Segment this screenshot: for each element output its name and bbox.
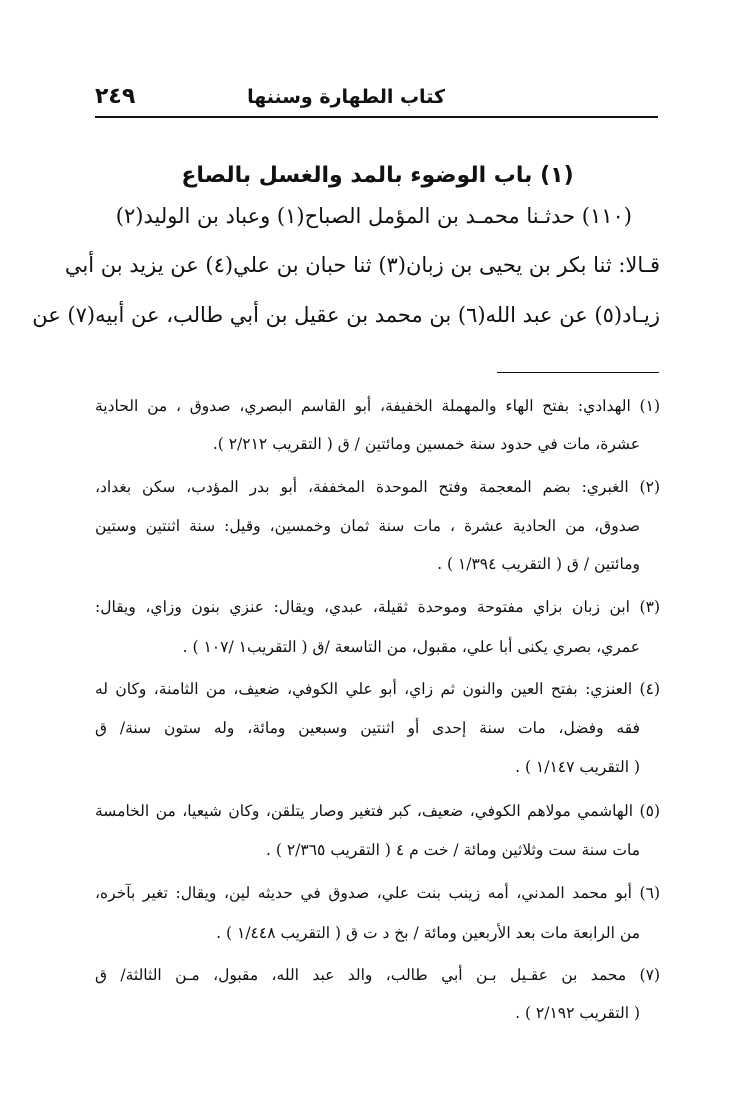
page-header	[95, 86, 660, 114]
page-number: ٢٤٩	[95, 84, 136, 109]
footnote-line: ( التقريب ١/١٤٧ ) .	[515, 758, 640, 776]
footnote-line: عمري، بصري يكنى أبا علي، مقبول، من التاسعة /ق ( التقريب١ /١٠٧ ) .	[182, 638, 640, 656]
footnote-rule	[497, 372, 659, 373]
body-line: زيـاد(٥) عن عبد الله(٦) بن محمد بن عقيل بن أبي طالب، عن أبيه(٧) عن	[32, 303, 660, 327]
footnote-line: من الرابعة مات بعد الأربعين ومائة / بخ د ت ق ( التقريب ١/٤٤٨ ) .	[216, 924, 640, 942]
body-line: قـالا: ثنا بكر بن يحيى بن زبان(٣) ثنا حبان بن علي(٤) عن يزيد بن أبي	[64, 253, 660, 277]
footnote-line: مات سنة ست وثلاثين ومائة / خت م ٤ ( التقريب ٢/٣٦٥ ) .	[266, 841, 640, 859]
section-title: (١) باب الوضوء بالمد والغسل بالصاع	[181, 163, 574, 188]
footnote-line: (٦) أبو محمد المدني، أمه زينب بنت علي، صدوق في حديثه لين، ويقال: تغير بآخره،	[95, 884, 660, 902]
footnote-line: ( التقريب ٢/١٩٢ ) .	[515, 1004, 640, 1022]
footnote-line: (٣) ابن زبان بزاي مفتوحة وموحدة ثقيلة، عبدي، ويقال: عنزي بنون وزاي، ويقال:	[95, 598, 660, 616]
footnote-line: (١) الهدادي: بفتح الهاء والمهملة الخفيفة، أبو القاسم البصري، صدوق ، من الحادية	[95, 397, 660, 415]
footnote-line: (٤) العنزي: بفتح العين والنون ثم زاي، أبو علي الكوفي، ضعيف، من الثامنة، وكان له	[95, 680, 660, 698]
footnote-line: (٧) محمد بن عقـيل بـن أبي طالب، والد عبد الله، مقبول، مـن الثالثة/ ق	[95, 966, 660, 984]
header-rule	[95, 116, 658, 118]
footnote-line: (٢) الغبري: بضم المعجمة وفتح الموحدة المخففة، أبو بدر المؤدب، سكن بغداد،	[95, 478, 660, 496]
footnote-line: فقه وفضل، مات سنة إحدى أو اثنتين وسبعين ومائة، وله ستون سنة/ ق	[95, 719, 640, 737]
body-line: (١١٠) حدثـنا محمـد بن المؤمل الصباح(١) وعباد بن الوليد(٢)	[115, 204, 632, 228]
running-title: كتاب الطهارة وسننها	[247, 86, 445, 108]
footnote-line: عشرة، مات في حدود سنة خمسين ومائتين / ق ( التقريب ٢/٢١٢ ).	[212, 435, 640, 453]
footnote-line: صدوق، من الحادية عشرة ، مات سنة ثمان وخمسين، وقيل: سنة اثنتين وستين	[95, 517, 640, 535]
footnote-line: (٥) الهاشمي مولاهم الكوفي، ضعيف، كبر فتغير وصار يتلقن، وكان شيعيا، من الخامسة	[95, 802, 660, 820]
footnote-line: ومائتين / ق ( التقريب ١/٣٩٤ ) .	[437, 555, 640, 573]
